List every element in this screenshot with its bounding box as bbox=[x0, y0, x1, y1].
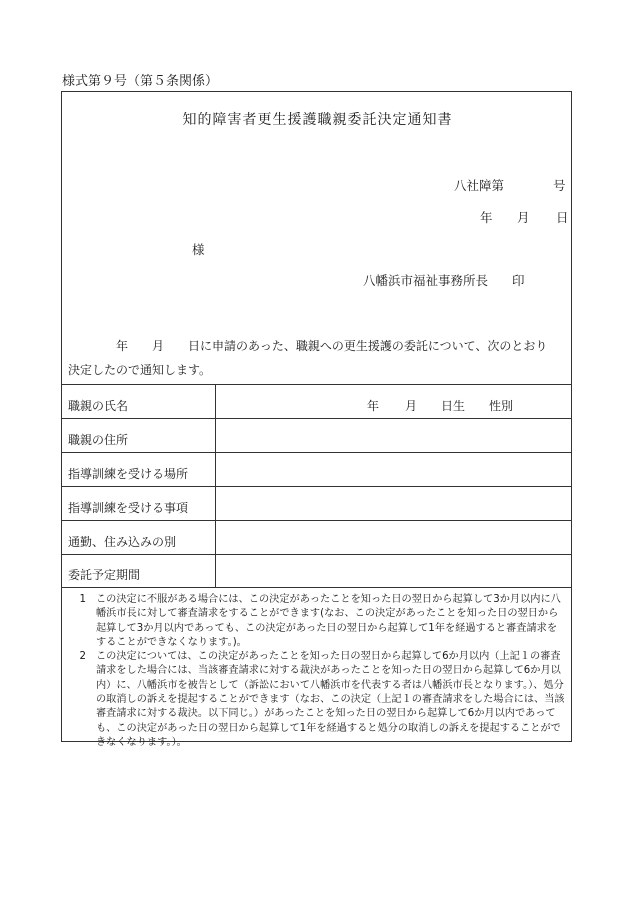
label-name: 職親の氏名 bbox=[68, 399, 129, 413]
addressee-suffix: 様 bbox=[192, 242, 205, 257]
table-divider bbox=[62, 486, 571, 487]
intro-year: 年 bbox=[116, 339, 129, 353]
label-training-place: 指導訓練を受ける場所 bbox=[68, 467, 189, 481]
intro-line2: 決定したので通知します。 bbox=[68, 363, 212, 377]
birth-month: 月 bbox=[405, 399, 418, 413]
doc-number-prefix: 八社障第 bbox=[454, 178, 505, 193]
issuer-name: 八幡浜市福祉事務所長 bbox=[363, 273, 489, 288]
birth-year: 年 bbox=[367, 399, 380, 413]
notes-section bbox=[62, 587, 571, 750]
table-divider bbox=[62, 520, 571, 521]
gender-label: 性別 bbox=[489, 399, 514, 413]
note-number: 2 bbox=[79, 651, 86, 663]
intro-paragraph bbox=[68, 334, 566, 382]
notice-form bbox=[61, 91, 572, 748]
table-top-border bbox=[62, 384, 571, 385]
table-divider bbox=[62, 554, 571, 555]
label-training-matters: 指導訓練を受ける事項 bbox=[68, 501, 189, 515]
note-text: この決定に不服がある場合には、この決定があったことを知った日の翌日から起算して3か月以内に八幡浜市長に対して審査請求をすることができます(なお、この決定があったことを知った日の翌日から起算して3か月以内であっても、この決定があった日の翌日から起算して1年を経過すると審査請求をすることができなくなります。)。 bbox=[96, 594, 561, 648]
date-month: 月 bbox=[517, 210, 530, 225]
note-item bbox=[62, 650, 571, 750]
issuer-seal: 印 bbox=[512, 273, 525, 288]
label-address: 職親の住所 bbox=[68, 433, 129, 447]
birth-day: 日生 bbox=[441, 399, 466, 413]
doc-number-suffix: 号 bbox=[553, 178, 566, 193]
label-commute-type: 通勤、住み込みの別 bbox=[68, 535, 177, 549]
intro-month: 月 bbox=[152, 339, 165, 353]
note-number: 1 bbox=[79, 594, 86, 605]
date-year: 年 bbox=[480, 210, 493, 225]
document-title: 知的障害者更生援護職親委託決定通知書 bbox=[182, 112, 453, 128]
form-number-label: 様式第９号（第５条関係） bbox=[62, 74, 219, 89]
intro-line1: 日に申請のあった、職親への更生援護の委託について、次のとおり bbox=[188, 339, 548, 353]
table-column-divider bbox=[215, 384, 216, 587]
note-item bbox=[62, 593, 571, 650]
table-divider bbox=[62, 452, 571, 453]
date-day: 日 bbox=[556, 210, 569, 225]
table-divider bbox=[62, 418, 571, 419]
note-text: この決定については、この決定があったことを知った日の翌日から起算して6か月以内（上記１の審査請求をした場合には、当該審査請求に対する裁決があったことを知った日の翌日から起算して6か月以内）に、八幡浜市を被告として（訴訟において八幡浜市を代表する者は八幡浜市長となります。）、処分の取消しの訴えを提起することができます（なお、この決定（上記１の審査請求をした場合には、当該審査請求に対する裁決。以下同じ。）があったことを知った日の翌日から起算して6か月以内であっても、この決定があった日の翌日から起算して1年を経過すると処分の取消しの訴えを提起することができなくなります。）。 bbox=[96, 651, 565, 748]
label-entrustment-period: 委託予定期間 bbox=[68, 568, 141, 582]
